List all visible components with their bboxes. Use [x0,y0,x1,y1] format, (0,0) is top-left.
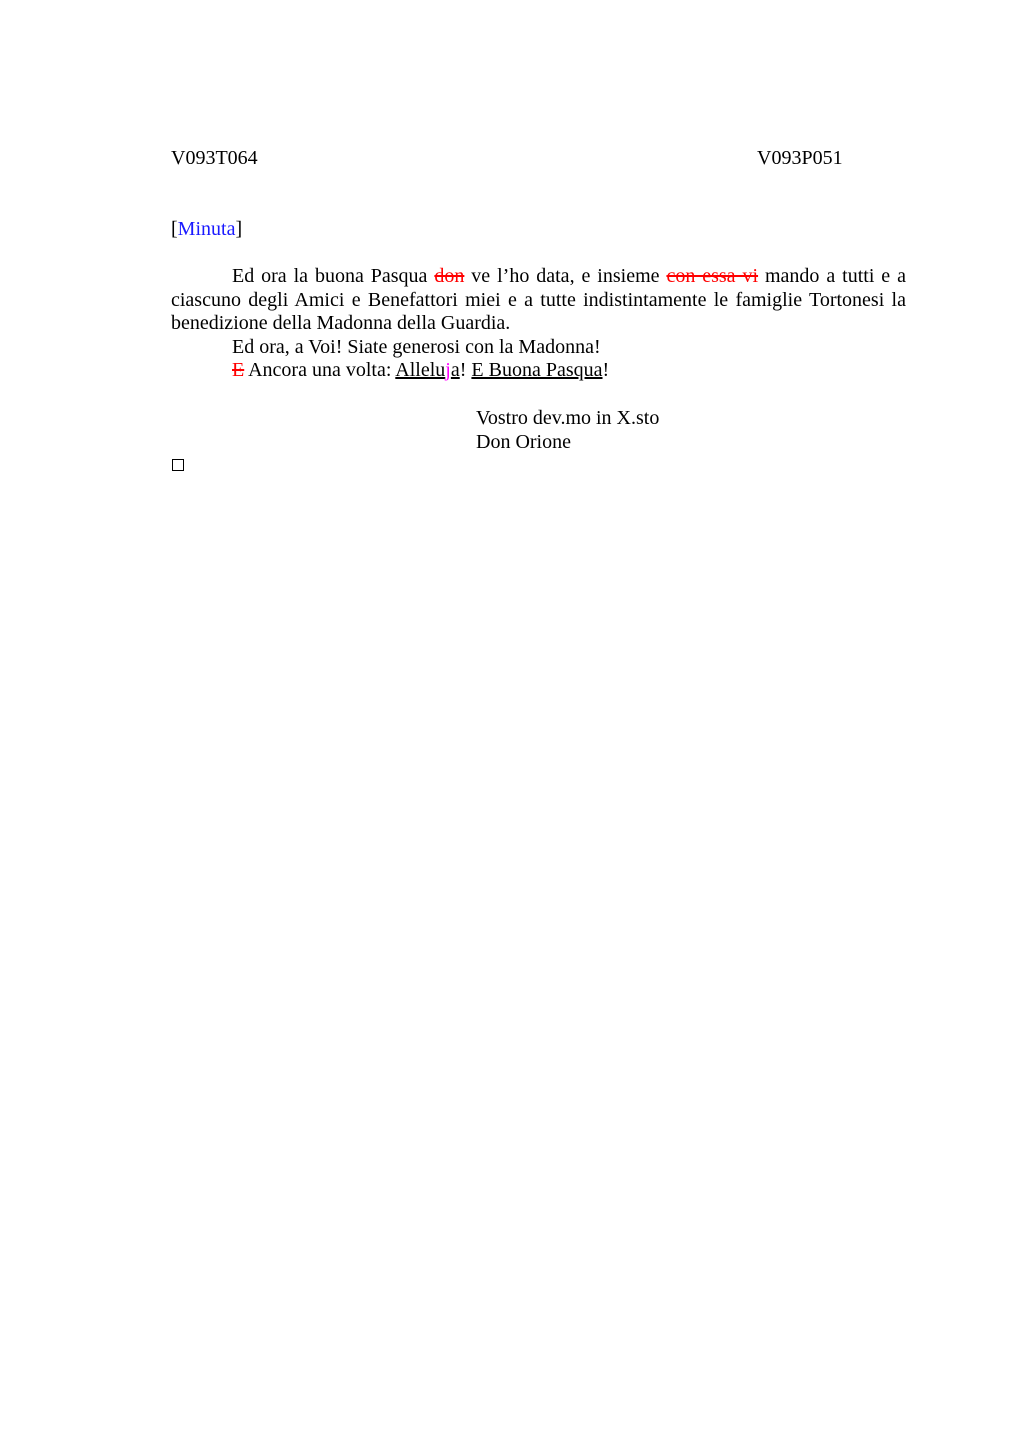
label-open-bracket: [ [171,218,178,240]
label-text: Minuta [177,218,236,240]
paragraph-1-segment-3: mando a tutti e a ciascuno degli Amici e Benefattori miei e a tutte indistintamente le famiglie Tortonesi la benedizione della Madonna della Guardia. [171,265,906,335]
exclamation-1: ! [459,359,472,382]
paragraph-3-segment-1: Ancora una volta: [244,359,396,382]
deleted-letter-e: E [232,359,245,382]
paragraph-1-segment-2: ve l’ho data, e insieme [464,265,667,287]
buona-pasqua-phrase: E Buona Pasqua [471,359,603,382]
paragraph-2: Ed ora, a Voi! Siate generosi con la Madonna! [232,335,601,358]
paragraph-1-segment-1: Ed ora la buona Pasqua [232,265,435,287]
paragraph-3 [171,359,906,383]
deleted-word-don: don [434,265,465,287]
label-close-bracket: ] [235,218,243,240]
exclamation-2: ! [602,359,610,382]
alleluja-part-2: a [450,359,460,382]
signature-block [476,406,659,454]
alleluja-inserted-j: j [445,359,451,382]
signature-closing: Vostro dev.mo in X.sto [476,407,660,429]
deleted-words-con-essa-vi: con essa vi [666,265,759,287]
paragraph-1 [171,265,906,336]
signature-name: Don Orione [476,431,571,453]
alleluja-part-1: Allelu [395,359,446,382]
document-code-right: V093P051 [757,147,843,169]
document-code-left: V093T064 [171,147,258,169]
alleluja-word [395,359,459,381]
square-icon [172,459,184,471]
letter-body [171,265,906,383]
document-type-label [171,217,242,241]
